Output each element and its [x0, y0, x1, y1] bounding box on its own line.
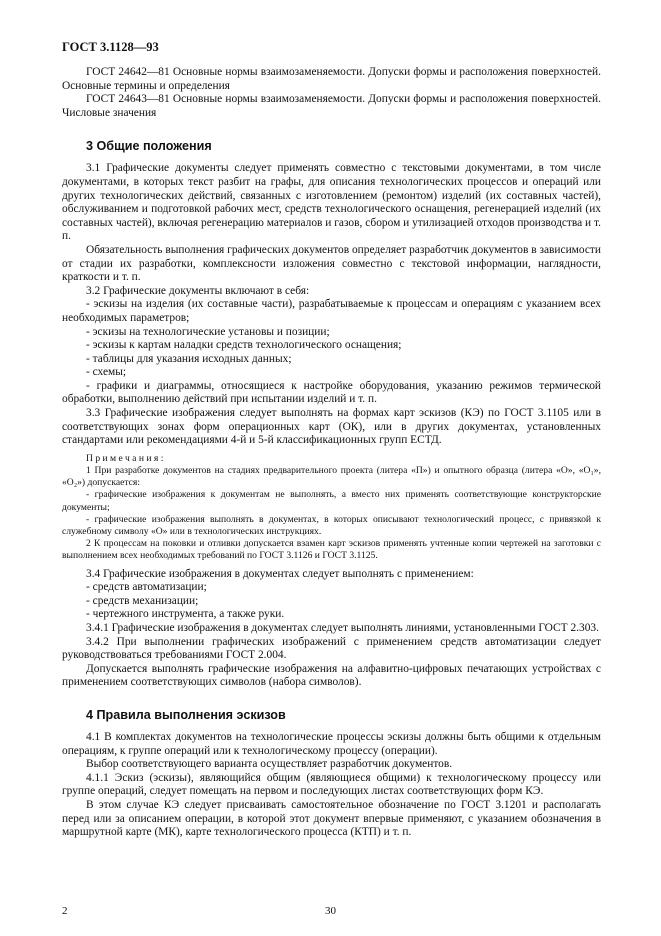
paragraph: 4.1 В комплектах документов на технологические процессы эскизы должны быть общими к отдельным операциям, к группе операций или к технологическому процессу (операции). [62, 731, 601, 757]
list-item: - эскизы к картам наладки средств технологического оснащения; [86, 339, 402, 352]
list-item: - схемы; [86, 366, 127, 379]
list-item: - графики и диаграммы, относящиеся к настройке оборудования, указанию режимов термической обработки, выполнению действий при испытании изделий и т. п. [62, 379, 601, 406]
document-code: ГОСТ 3.1128—93 [62, 40, 159, 54]
note-item: - графические изображения выполнять в документах, в которых описывают технологический процесс, с привязкой к служебному символу «О» или в технологических инструкциях. [62, 513, 601, 538]
page-number-left: 2 [62, 905, 68, 917]
document-body [62, 66, 601, 840]
page-number-center: 30 [325, 905, 336, 917]
paragraph: Обязательность выполнения графических документов определяет разработчик документов в зависимости от стадии их разработки, комплексности изложения совместно с текстовой информации, наглядности, краткости и т. п. [62, 243, 601, 284]
section-heading: 4 Правила выполнения эскизов [86, 708, 286, 723]
paragraph: 3.4.1 Графические изображения в документах следует выполнять линиями, установленными ГОСТ 2.303. [86, 622, 599, 635]
paragraph: Допускается выполнять графические изображения на алфавитно-цифровых печатающих устройствах с применением соответствующих символов (набора символов). [62, 662, 601, 689]
list-item: - эскизы на технологические установы и позиции; [86, 325, 330, 338]
list-item: - чертежного инструмента, а также руки. [86, 608, 285, 621]
notes-block [62, 453, 601, 563]
paragraph: 4.1.1 Эскиз (эскизы), являющийся общим (являющиеся общими) к технологическому процессу или группе операций, следует помещать на первом и последующих листах соответствующих форм КЭ. [62, 771, 601, 798]
list-item: - таблицы для указания исходных данных; [86, 352, 292, 365]
paragraph: 3.2 Графические документы включают в себя: [86, 284, 310, 297]
paragraph: Выбор соответствующего варианта осуществляет разработчик документов. [86, 758, 453, 771]
reference-item: ГОСТ 24642—81 Основные нормы взаимозаменяемости. Допуски формы и расположения поверхностей. Основные термины и определения [62, 66, 601, 92]
list-item: - средств автоматизации; [86, 581, 207, 594]
paragraph: В этом случае КЭ следует присваивать самостоятельное обозначение по ГОСТ 3.1201 и располагать перед или за описанием операции, в которой этот документ впервые применяют, с указанием обозначения в маршрутной карте (МК), карте технологического процесса (КТП) и т. п. [62, 798, 601, 839]
note-item: - графические изображения к документам не выполнять, а вместо них применять соответствующие конструкторские документы; [62, 489, 601, 513]
section-heading: 3 Общие положения [86, 139, 212, 154]
note-item: 1 При разработке документов на стадиях предварительного проекта (литера «П») и опытного образца (литера «О», «О₁», «О₂») допускается: [62, 465, 601, 489]
paragraph: 3.4.2 При выполнении графических изображений с применением средств автоматизации следует руководствоваться требованиями ГОСТ 2.004. [62, 635, 601, 662]
list-item: - эскизы на изделия (их составные части), разрабатываемые к процессам и операциям с указанием всех необходимых параметров; [62, 298, 601, 324]
reference-item: ГОСТ 24643—81 Основные нормы взаимозаменяемости. Допуски формы и расположения поверхностей. Числовые значения [62, 93, 601, 119]
paragraph: 3.3 Графические изображения следует выполнять на формах карт эскизов (КЭ) по ГОСТ 3.1105 или в соответствующих зонах форм операционных карт (ОК), или в других документах, установленных стандартами или рекомендациями 4-й и 5-й классификационных групп ЕСТД. [62, 407, 601, 447]
paragraph: 3.1 Графические документы следует применять совместно с текстовыми документами, в том числе документами, в которых текст разбит на графы, для описания технологических процессов и операций или других технологических действий, связанных с изготовлением (ремонтом) изделий (их составных частей), обслуживанием и подготовкой рабочих мест, средств технологического оснащения, регенерацией изделий (их составных частей), включая регенерацию материалов и газов, сбором и утилизацией отходов производства и т. п. [62, 162, 601, 243]
notes-title: Примечания: [86, 452, 166, 464]
paragraph: 3.4 Графические изображения в документах следует выполнять с применением: [86, 567, 474, 580]
list-item: - средств механизации; [86, 594, 199, 607]
note-item: 2 К процессам на поковки и отливки допускается взамен карт эскизов применять учтенные копии чертежей на заготовки с выполнением всех необходимых требований по ГОСТ 3.1126 и ГОСТ 3.1125. [62, 538, 601, 562]
